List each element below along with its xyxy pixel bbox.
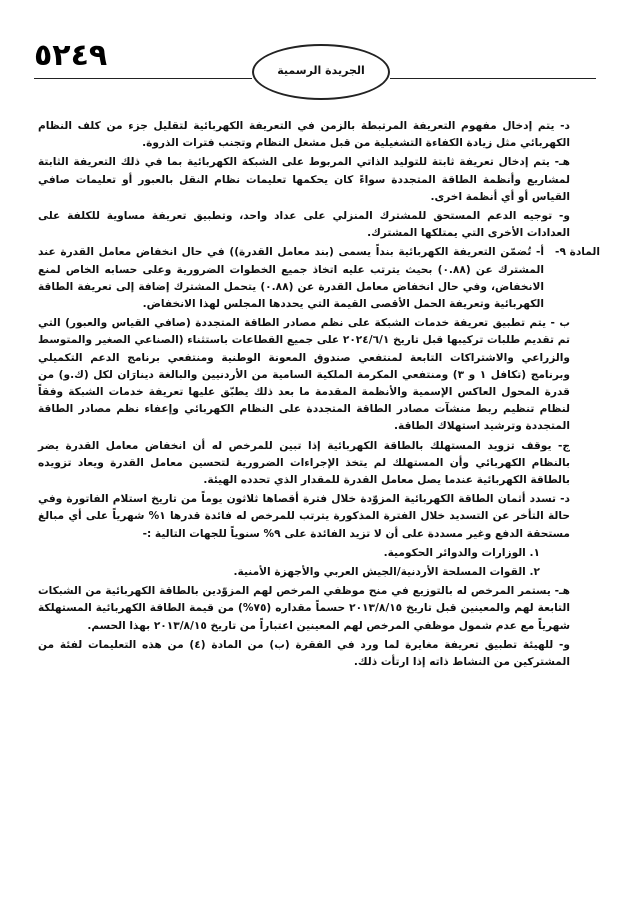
list-item-armed-forces: ٢. القوات المسلحة الأردنية/الجيش العربي والأجهزة الأمنية. xyxy=(233,566,540,579)
paragraph-b9-network-services: ب - يتم تطبيق تعريفة خدمات الشبكة على نظم مصادر الطاقة المتجددة (صافي القياس والعبور) التي تم تقديم طلبات تركيبها قبل تاريخ ٢٠٢٤/٦/١ على جميع القطاعات باستثناء (الصناعي الصغير والمتوسط والزراعي والاشتراكات التابعة لمنتفعي صندوق المعونة الوطنية ومنتفعي برنامج الدعم التكميلي وبرنامج (تكافل ١ و ٣) ومنتفعي المكرمة الملكية السامية من الأردنيين والبالغة دينارَان لكل (ك.و) من قدرة المحول العاكس الإسمية والأنظمة المقدمة ما بعد ذلك يطبّق عليها تعريفة خدمات الشبكة وفقاً لنظام تنظيم ربط منشآت مصادر الطاقة المتجددة على النظام الكهربائي وإعفاء نظم مصادر الطاقة المتجددة وترشيد استهلاك الطاقة. xyxy=(38,317,570,433)
paragraph-w-subsidy: و- توجيه الدعم المستحق للمشترك المنزلي على عداد واحد، وتطبيق تعريفة مساوية للكلفة على العدادات الأخرى التي يمتلكها المشترك. xyxy=(38,210,570,240)
document-body xyxy=(38,118,600,671)
paragraph-d-time-of-use: د- يتم إدخال مفهوم التعريفة المرتبطة بالزمن في التعريفة الكهربائية لتقليل جزء من كلف النظام الكهربائي مثل زيادة الكفاءة التشغيلية من قبل مشغل النظام وتجنب فترات الذروة. xyxy=(38,120,570,150)
paragraph-j9-supply-suspension: ج- يوقف تزويد المستهلك بالطاقة الكهربائية إذا تبين للمرخص له أن انخفاض معامل القدرة يضر بالنظام الكهربائي وأن المستهلك لم يتخذ الإجراءات الضرورية لتحسين معامل القدرة ويعاد تزويده بالطاقة الكهربائية عندما يصل معامل القدرة للمقدار الذي تحدده الهيئة. xyxy=(38,439,570,487)
paragraph-a9-power-factor: أ- تُضمّن التعريفة الكهربائية بنداً يسمى (بند معامل القدرة)) في حال انخفاض معامل القدرة عند المشترك عن (٠.٨٨) بحيث يترتب عليه اتخاذ جميع الخطوات الضرورية وعلى حسابه الخاص لمنع الانخفاض، وفي حال انخفاض معامل القدرة عن (٠.٨٨) يتحمل المشترك إضافة إلى تعريفة الطاقة الكهربائية وتعريفة الحمل الأقصى القيمة التي يحددها المجلس لهذا الانخفاض. xyxy=(38,246,544,311)
gazette-title: الجريدة الرسمية xyxy=(277,63,365,77)
paragraph-w9-different-tariff: و- للهيئة تطبيق تعريفة مغايرة لما ورد في الفقرة (ب) من المادة (٤) من هذه التعليمات لفئة من المشتركين من النشاط ذاته إذا ارتأت ذلك. xyxy=(38,638,571,669)
article-9-section xyxy=(38,244,600,313)
article-9-label: المادة ٩- xyxy=(555,246,600,259)
header-rule-left xyxy=(34,78,252,79)
paragraph-d9-payment: د- تسدد أثمان الطاقة الكهربائية المزوّدة خلال فترة أقصاها ثلاثون يوماً من تاريخ استلام الفاتورة وفي حالة التأخر عن التسديد خلال الفترة المذكورة يترتب للمرخص له فائدة قدرها ١% شهرياً على أي مبالغ مستحقة الدفع وغير مسددة على أن لا تزيد الفائدة على ٩% سنوياً للجهات التالية :- xyxy=(38,493,570,540)
page-number: ٥٢٤٩ xyxy=(34,38,108,73)
header-rule-right xyxy=(390,78,596,79)
list-item-ministries: ١. الوزارات والدوائر الحكومية. xyxy=(383,546,540,559)
paragraph-h9-employee-discount: هـ- يستمر المرخص له بالتوزيع في منح موظفي المرخص لهم المزوّدين بالطاقة الكهربائية من الشبكات التابعة لهم والمعينين قبل تاريخ ٢٠١٣/٨/١٥ حسماً مقداره (٧٥%) من قيمة الطاقة الكهربائية المستهلكة شهرياً مع عدم شمول موظفي المرخص لهم المعينين اعتباراً من تاريخ ٢٠١٣/٨/١٥ بهذا الحسم. xyxy=(38,585,570,632)
header-oval xyxy=(252,44,390,100)
paragraph-h-self-generation: هـ- يتم إدخال تعريفة ثابتة للتوليد الذاتي المربوط على الشبكة الكهربائية بما في ذلك التعريفة الثابتة لمشاريع وأنظمة الطاقة المتجددة سواءً كان يحكمها تعليمات نظام النقل بالعبور أو تعليمات صافي القياس أو أي أنظمة اخرى. xyxy=(38,156,570,203)
